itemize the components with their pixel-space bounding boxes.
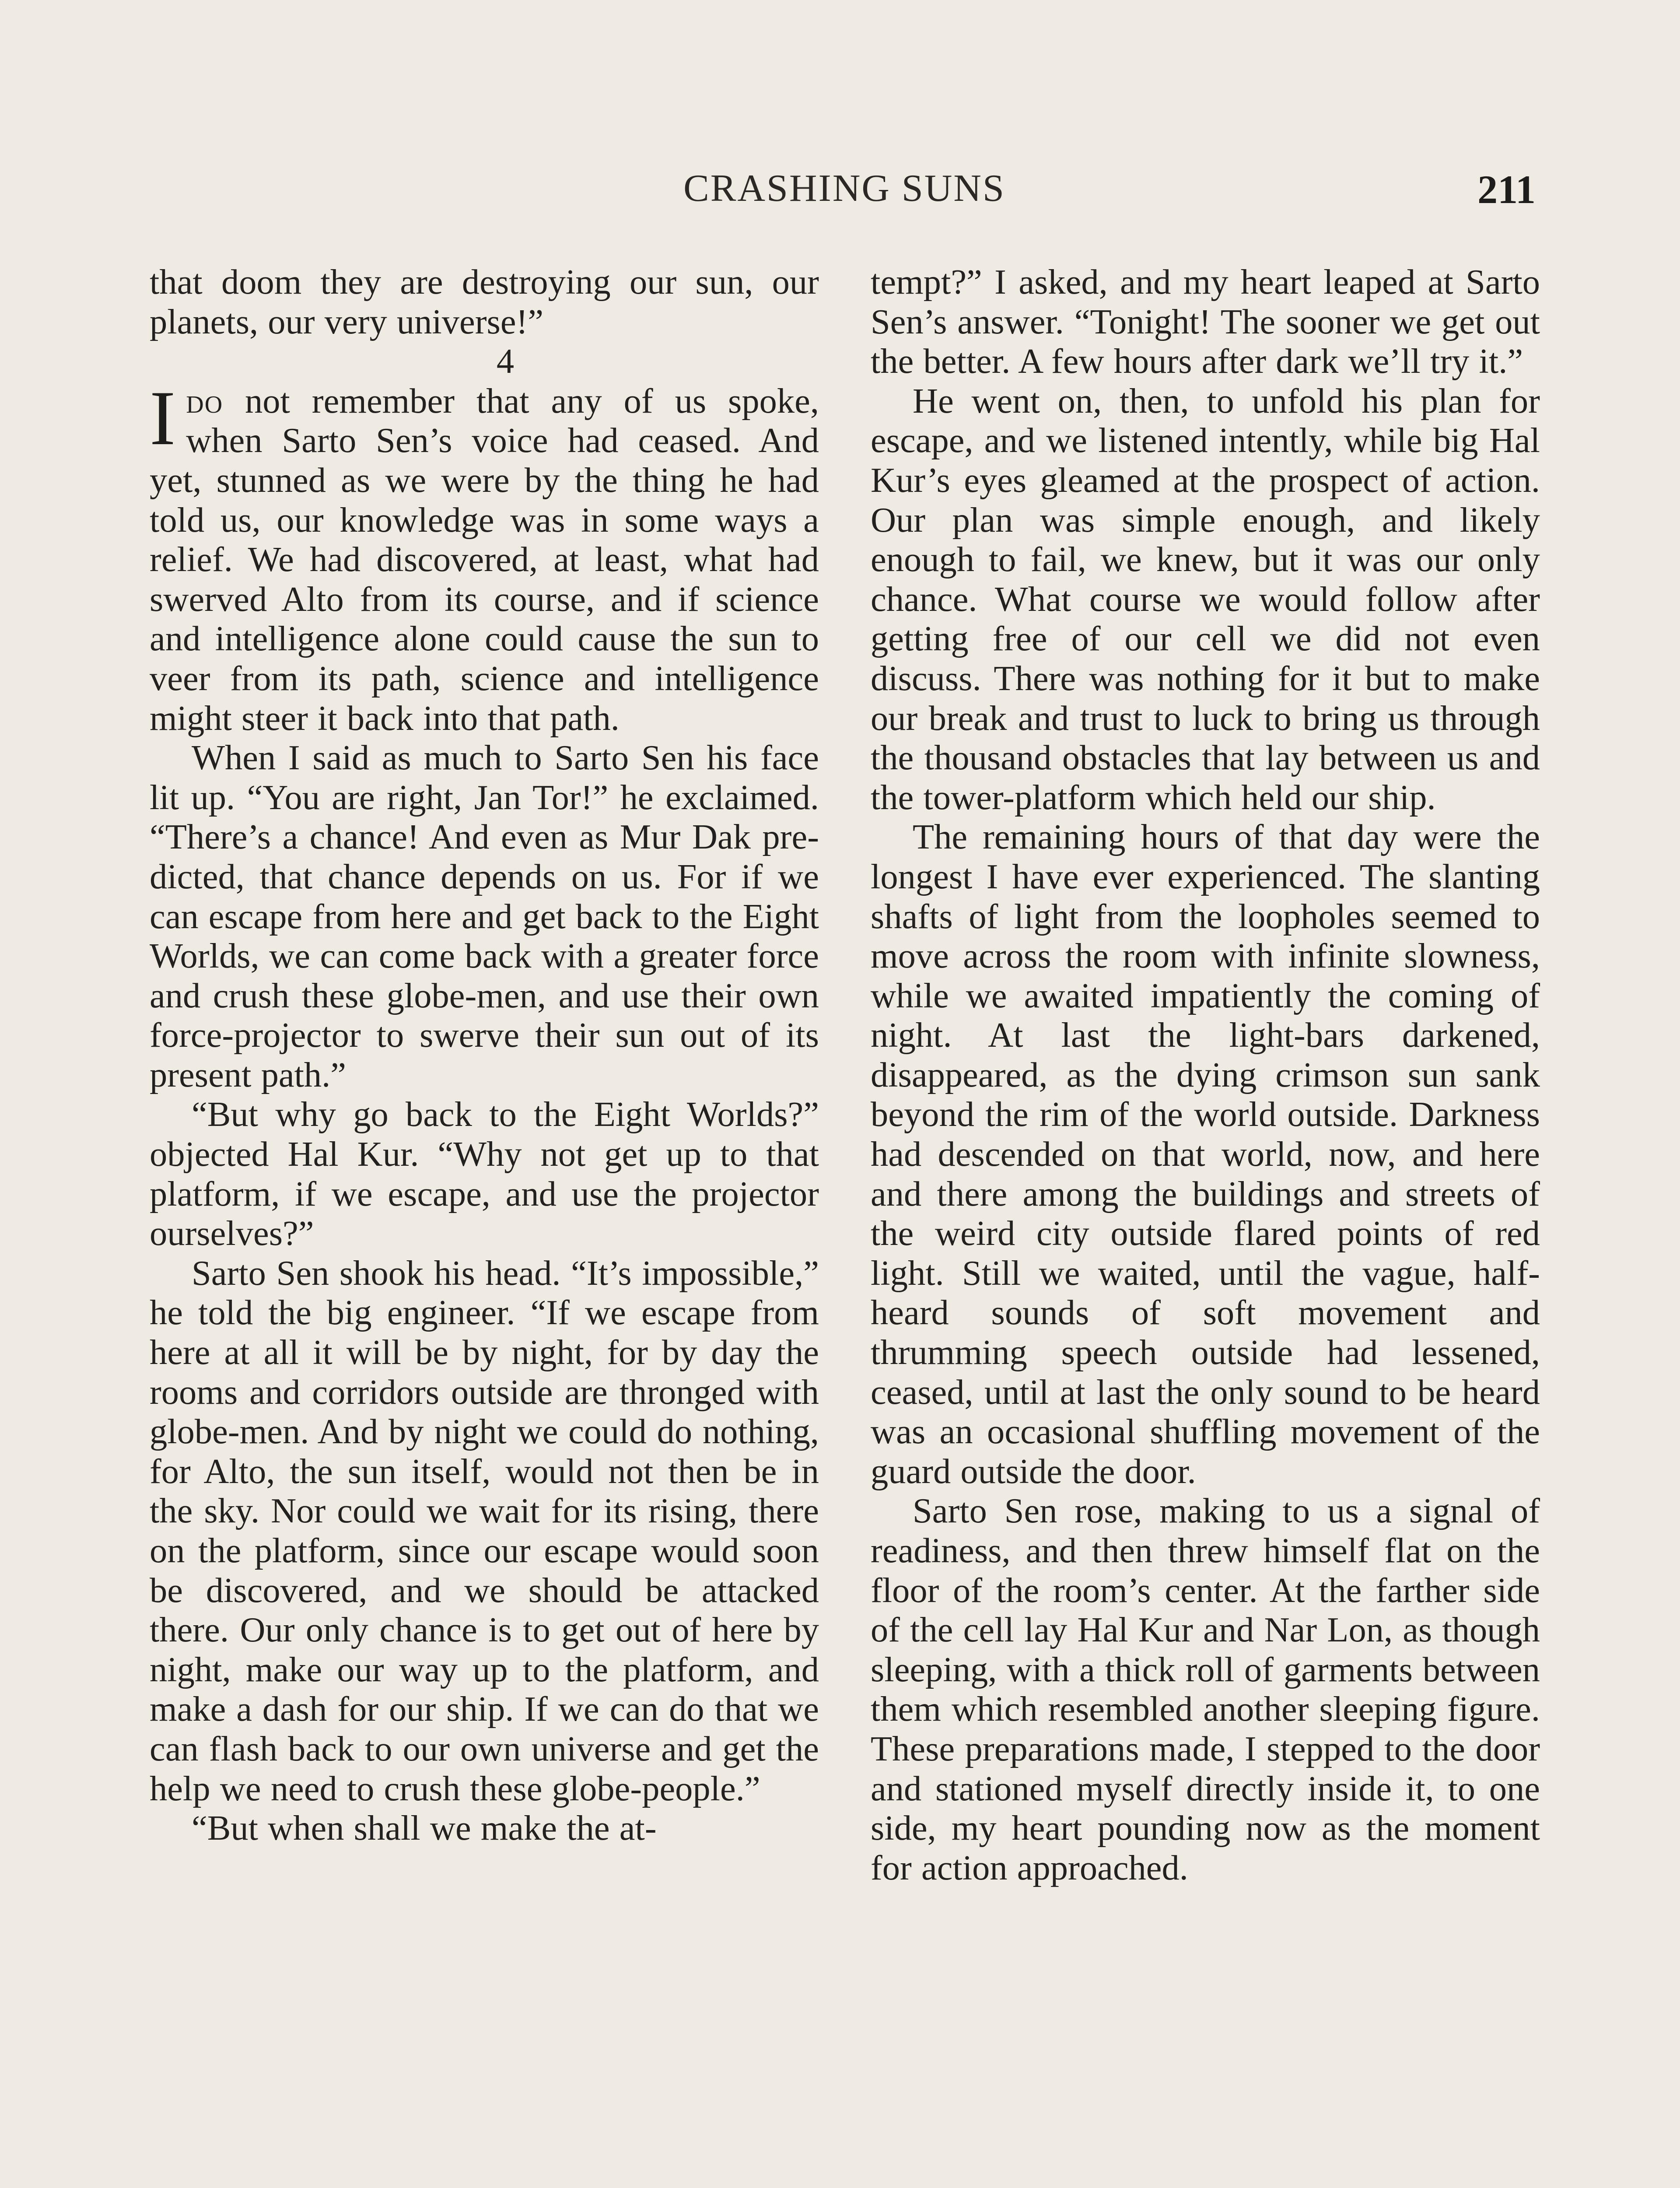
section-number: 4	[496, 342, 514, 381]
drop-cap: I	[150, 374, 176, 461]
paragraph: that doom they are destroying our sun, our planets, our very universe!”	[150, 263, 819, 341]
left-column	[150, 263, 819, 1848]
right-column	[871, 263, 1540, 1888]
paragraph: “But why go back to the Eight Worlds?” objected Hal Kur. “Why not get up to that platform, if we escape, and use the projector ourselves?”	[150, 1095, 819, 1253]
page-number: 211	[1477, 167, 1536, 212]
opening-paragraph	[150, 374, 819, 738]
paragraph: The remaining hours of that day were the longest I have ever experienced. The slanting shafts of light from the loopholes seemed to move across the room with infinite slowness, while we awaited impatiently the coming of night. At last the light-bars darkened, disappeared, as the dying crimson sun sank beyond the rim of the world outside. Darkness had descended on that world, now, and here and there among the buildings and streets of the weird city outside flared points of red light. Still we waited, until the vague, half-heard sounds of soft movement and thrumming speech outside had lessened, ceased, until at last the only sound to be heard was an occasional shuffling movement of the guard outside the door.	[871, 817, 1540, 1491]
page-header	[0, 166, 1680, 214]
running-title: CRASHING SUNS	[683, 167, 1005, 210]
paragraph: “But when shall we make the at-	[192, 1809, 657, 1848]
paragraph: When I said as much to Sarto Sen his face lit up. “You are right, Jan Tor!” he exclaimed. “There’s a chance! And even as Mur Dak predicted, that chance depends on us. For if we can escape from here and get back to the Eight Worlds, we can come back with a greater force and crush these globe-men, and use their own force-projector to swerve their sun out of its present path.”	[150, 738, 819, 1094]
paragraph: He went on, then, to unfold his plan for escape, and we listened intently, while big Hal Kur’s eyes gleamed at the prospect of action. Our plan was simple enough, and likely enough to fail, we knew, but it was our only chance. What course we would follow after getting free of our cell we did not even discuss. There was nothing for it but to make our break and trust to luck to bring us through the thousand obstacles that lay between us and the tower-platform which held our ship.	[871, 381, 1540, 817]
paragraph: tempt?” I asked, and my heart leaped at Sarto Sen’s answer. “Tonight! The sooner we get out the better. A few hours after dark we’ll try it.”	[871, 263, 1540, 381]
paragraph: Sarto Sen shook his head. “It’s impossible,” he told the big engineer. “If we escape from here at all it will be by night, for by day the rooms and corridors outside are thronged with globe-men. And by night we could do nothing, for Alto, the sun itself, would not then be in the sky. Nor could we wait for its rising, there on the platform, since our escape would soon be discovered, and we should be attacked there. Our only chance is to get out of here by night, make our way up to the platform, and make a dash for our ship. If we can do that we can flash back to our own universe and get the help we need to crush these globe-people.”	[150, 1253, 819, 1808]
paragraph: Sarto Sen rose, making to us a signal of readiness, and then threw himself flat on the floor of the room’s center. At the farther side of the cell lay Hal Kur and Nar Lon, as though sleeping, with a thick roll of garments between them which resembled another sleeping figure. These preparations made, I stepped to the door and stationed myself directly inside it, to one side, my heart pounding now as the moment for action approached.	[871, 1491, 1540, 1887]
paragraph-text: not remember that any of us spoke, when Sarto Sen’s voice had ceased. And yet, stunned as we were by the thing he had told us, our knowledge was in some ways a relief. We had discovered, at least, what had swerved Alto from its course, and if science and intelligence alone could cause the sun to veer from its path, science and intelligence might steer it back into that path.	[150, 381, 819, 738]
small-caps-lead: do	[186, 381, 224, 421]
